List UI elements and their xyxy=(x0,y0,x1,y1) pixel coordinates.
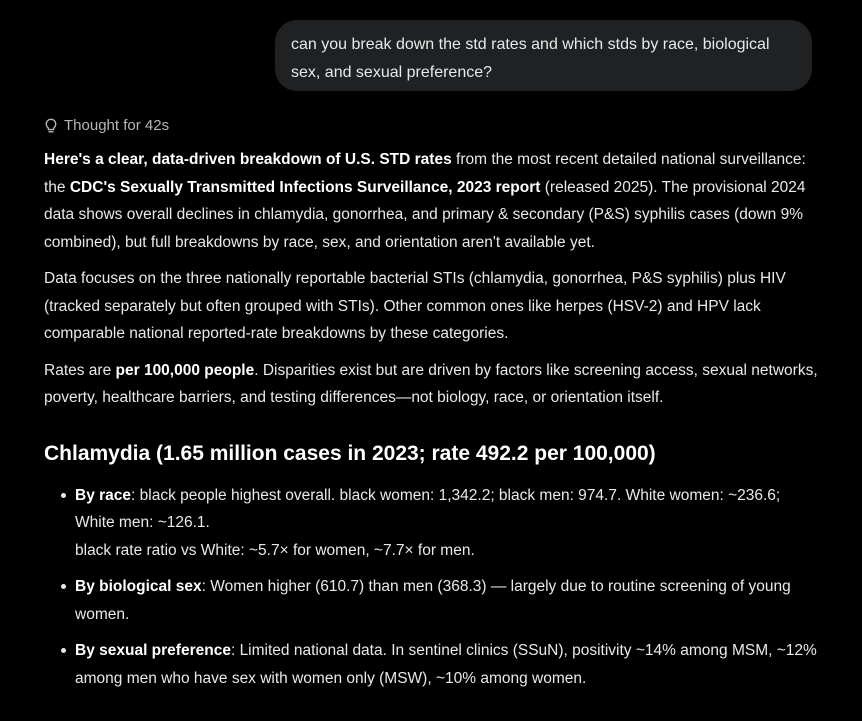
rates-bold: per 100,000 people xyxy=(115,361,255,379)
chlamydia-heading: Chlamydia (1.65 million cases in 2023; rate 492.2 per 100,000) xyxy=(44,441,656,465)
intro-text-rest: (released 2025). The provisional 2024 data shows overall declines in chlamydia, gonorrhea, and primary & secondary (P&S) syphilis cases (down 9% combined), but full breakdowns by race, sex, and orientation aren't available yet. xyxy=(44,178,806,251)
bullet-label: By biological sex xyxy=(75,578,202,595)
bullet-text: : black people highest overall. black women: 1,342.2; black men: 974.7. White women: ~236.6; White men: ~126.1. xyxy=(75,486,781,531)
user-message-line: sex, and sexual preference? xyxy=(291,64,493,81)
bullet-label: By sexual preference xyxy=(75,642,231,659)
thought-label: Thought for 42s xyxy=(64,116,170,134)
bullet-text: : Women higher (610.7) than men (368.3) — largely due to routine screening of young women. xyxy=(75,578,791,623)
user-message-line: can you break down the std rates and which stds by race, biological xyxy=(291,36,770,53)
chlamydia-bullet-list xyxy=(44,482,819,693)
intro-text: from the most recent detailed national surveillance: the xyxy=(44,151,806,196)
bullet-label: By race xyxy=(75,486,132,504)
rates-text-rest: . Disparities exist but are driven by factors like screening access, sexual networks, poverty, healthcare barriers, and testing differences—not biology, race, or orientation itself. xyxy=(44,361,818,406)
list-item xyxy=(44,573,819,628)
assistant-response xyxy=(44,146,819,701)
user-message-bubble xyxy=(275,20,812,91)
list-item xyxy=(44,482,819,565)
list-item xyxy=(44,637,819,692)
thought-toggle[interactable] xyxy=(43,114,169,136)
intro-bold-lead: Here's a clear, data-driven breakdown of U.S. STD rates xyxy=(44,151,452,168)
bullet-extra-line: black rate ratio vs White: ~5.7× for women, ~7.7× for men. xyxy=(75,541,475,559)
lightbulb-icon xyxy=(43,117,59,134)
rates-paragraph xyxy=(44,357,819,412)
intro-bold-report: CDC's Sexually Transmitted Infections Surveillance, 2023 report xyxy=(69,178,541,196)
data-focus-paragraph: Data focuses on the three nationally reportable bacterial STIs (chlamydia, gonorrhea, P&S syphilis) plus HIV (tracked separately but often grouped with STIs). Other common ones like herpes (HSV-2) and HPV lack comparable national reported-rate breakdowns by these categories. xyxy=(44,270,786,342)
bullet-text: : Limited national data. In sentinel clinics (SSuN), positivity ~14% among MSM, ~12% among men who have sex with women only (MSW), ~10% among women. xyxy=(75,642,817,687)
intro-paragraph xyxy=(44,146,819,256)
rates-text: Rates are xyxy=(44,361,116,379)
